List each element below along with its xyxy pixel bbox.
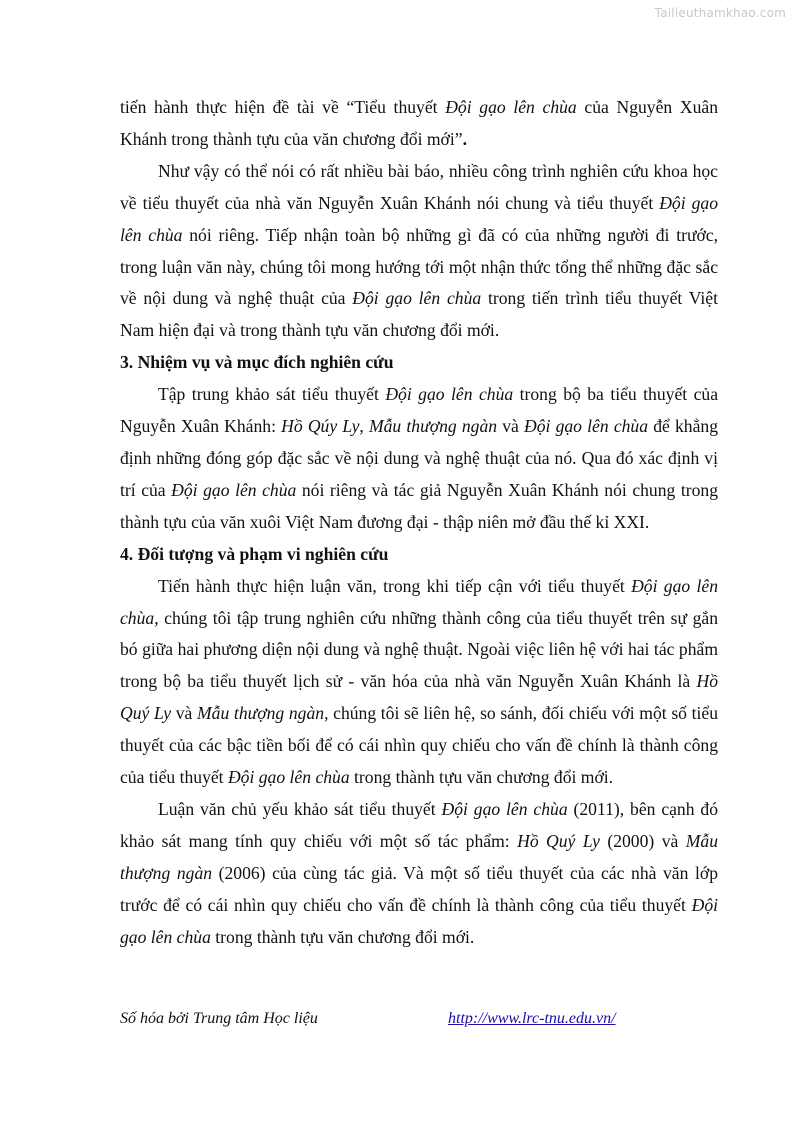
text-run: trong thành tựu văn chương đổi mới. xyxy=(210,926,475,947)
italic-title: Đội gạo lên chùa xyxy=(171,479,297,500)
italic-title: Đội gạo lên chùa xyxy=(120,192,718,245)
text-run: tiến hành thực hiện đề tài về “Tiểu thuyết xyxy=(120,97,446,117)
text-run: của Nguyễn Xuân Khánh trong thành tựu của văn chương đổi mới” xyxy=(120,97,718,149)
footer-credit: Số hóa bởi Trung tâm Học liệu xyxy=(120,1010,318,1027)
body-paragraph xyxy=(120,379,718,539)
section-heading xyxy=(120,539,718,571)
italic-title: Đội gạo lên chùa xyxy=(445,97,577,117)
text-run: nói riêng. Tiếp nhận toàn bộ những gì đã có của những người đi trước, trong luận văn này, chúng tôi mong hướng tới một nhận thức tổng thể những đặc sắc về nội dung và nghệ thuật của xyxy=(120,224,719,309)
text-run: trong tiến trình tiểu thuyết Việt Nam hiện đại và trong thành tựu văn chương đổi mới. xyxy=(120,288,718,341)
italic-title: Hồ Quý Ly xyxy=(517,830,600,851)
text-run: Như vậy có thể nói có rất nhiều bài báo, nhiều công trình nghiên cứu khoa học về tiểu thuyết của nhà văn Nguyễn Xuân Khánh nói chung và tiểu thuyết xyxy=(120,160,718,213)
footer-link[interactable]: http://www.lrc-tnu.edu.vn/ xyxy=(448,1010,616,1027)
italic-title: Đội gạo lên chùa xyxy=(524,416,649,437)
text-run: Luận văn chủ yếu khảo sát tiểu thuyết xyxy=(158,798,442,819)
text-run: (2000) và xyxy=(599,830,686,851)
page-footer xyxy=(120,1010,718,1034)
text-run: . xyxy=(462,128,467,149)
text-run: 3. Nhiệm vụ và mục đích nghiên cứu xyxy=(120,352,394,373)
italic-title: Mẫu thượng ngàn xyxy=(368,416,498,437)
italic-title: Đội gạo lên chùa xyxy=(120,894,718,947)
text-run: trong thành tựu văn chương đổi mới. xyxy=(349,767,614,788)
section-heading xyxy=(120,347,718,379)
text-run: nói riêng và tác giả Nguyễn Xuân Khánh nói chung trong thành tựu của văn xuôi Việt Nam đương đại - thập niên mở đầu thế kỉ XXI. xyxy=(120,479,719,532)
body-paragraph xyxy=(120,92,718,156)
document-body xyxy=(120,92,718,953)
italic-title: Đội gạo lên chùa xyxy=(120,575,718,628)
body-paragraph xyxy=(120,794,718,954)
text-run: để khẳng định những đóng góp đặc sắc về nội dung và nghệ thuật của nó. Qua đó xác định vị trí của xyxy=(120,416,718,500)
body-paragraph xyxy=(120,571,718,794)
italic-title: Đội gạo lên chùa xyxy=(227,767,350,788)
italic-title: Đội gạo lên chùa xyxy=(385,384,514,405)
text-run: , chúng tôi tập trung nghiên cứu những thành công của tiểu thuyết trên sự gắn bó giữa hai phương diện nội dung và nghệ thuật. Ngoài việc liên hệ với hai tác phẩm trong bộ ba tiểu thuyết lịch sử - văn hóa của nhà văn Nguyễn Xuân Khánh là xyxy=(120,607,718,692)
italic-title: Đội gạo lên chùa xyxy=(441,798,568,819)
italic-title: Hồ Qúy Ly xyxy=(281,416,360,437)
text-run: Tập trung khảo sát tiểu thuyết xyxy=(158,384,386,405)
text-run: và xyxy=(171,703,198,724)
text-run: Tiến hành thực hiện luận văn, trong khi tiếp cận với tiểu thuyết xyxy=(158,575,632,596)
italic-title: Mẫu thượng ngàn xyxy=(120,830,718,883)
body-paragraph xyxy=(120,156,718,347)
text-run: trong bộ ba tiểu thuyết của Nguyễn Xuân Khánh: xyxy=(120,384,719,437)
text-run: , chúng tôi sẽ liên hệ, so sánh, đối chiếu với một số tiểu thuyết của các bậc tiền bối để có cái nhìn quy chiếu cho vấn đề chính là thành công của tiểu thuyết xyxy=(120,703,719,788)
text-run: (2006) của cùng tác giả. Và một số tiểu thuyết của các nhà văn lớp trước để có cái nhìn quy chiếu cho vấn đề chính là thành công của tiểu thuyết xyxy=(120,862,718,915)
text-run: 4. Đối tượng và phạm vi nghiên cứu xyxy=(120,543,389,564)
italic-title: Hồ Quý Ly xyxy=(120,671,718,724)
italic-title: Đội gạo lên chùa xyxy=(352,288,482,309)
italic-title: Mẫu thượng ngàn xyxy=(197,703,325,724)
text-run: (2011), bên cạnh đó khảo sát mang tính quy chiếu với một số tác phẩm: xyxy=(120,798,719,851)
text-run: , xyxy=(359,416,369,437)
text-run: và xyxy=(497,416,525,437)
watermark: Tailieuthamkhao.com xyxy=(654,6,786,20)
